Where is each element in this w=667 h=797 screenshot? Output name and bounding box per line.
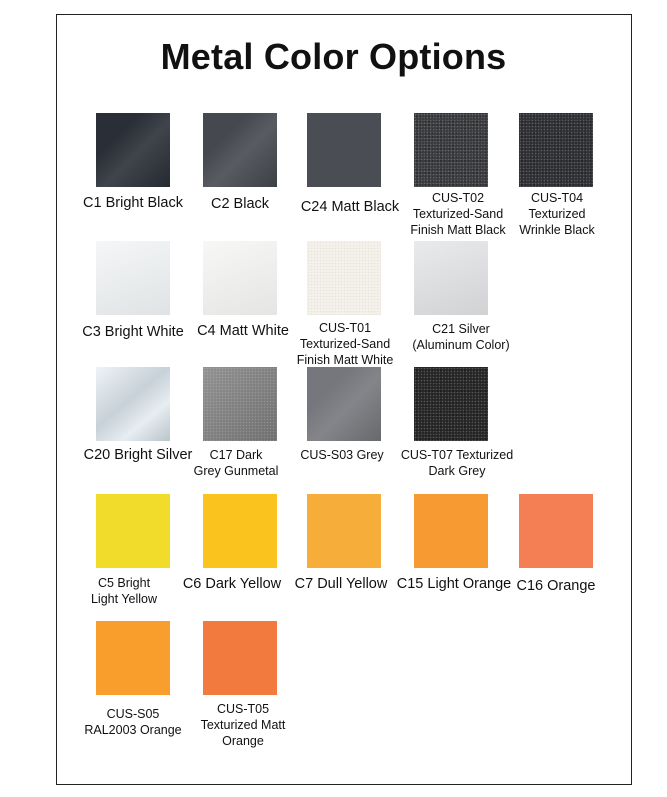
label-c16-orange: C16 Orange [516, 578, 596, 594]
swatch-c6-dark-yellow [203, 494, 277, 568]
swatch-c17-dark-grey-gunmetal [203, 367, 277, 441]
swatch-cus-t04 [519, 113, 593, 187]
swatch-c5-bright-light-yellow [96, 494, 170, 568]
swatch-c16-orange [519, 494, 593, 568]
label-c6-dark-yellow: C6 Dark Yellow [182, 576, 282, 592]
swatch-cus-t01 [307, 241, 381, 315]
label-c5-bright-light-yellow: C5 Bright Light Yellow [90, 576, 158, 606]
swatch-cus-t07 [414, 367, 488, 441]
label-c24-matt-black: C24 Matt Black [300, 199, 400, 215]
label-cus-t07: CUS-T07 Texturized Dark Grey [400, 448, 514, 478]
label-c21-silver: C21 Silver (Aluminum Color) [412, 322, 510, 352]
label-cus-s03-grey: CUS-S03 Grey [300, 448, 384, 462]
swatch-cus-t05 [203, 621, 277, 695]
label-cus-s05: CUS-S05 RAL2003 Orange [84, 707, 182, 737]
swatch-cus-t02 [414, 113, 488, 187]
page-title: Metal Color Options [160, 36, 507, 77]
label-c17-dark-grey-gunmetal: C17 Dark Grey Gunmetal [193, 448, 279, 478]
swatch-c15-light-orange [414, 494, 488, 568]
label-c4-matt-white: C4 Matt White [197, 323, 289, 339]
swatch-c2-black [203, 113, 277, 187]
swatch-c4-matt-white [203, 241, 277, 315]
label-cus-t04: CUS-T04 Texturized Wrinkle Black [519, 191, 595, 237]
swatch-c21-silver [414, 241, 488, 315]
swatch-cus-s03-grey [307, 367, 381, 441]
label-c20-bright-silver: C20 Bright Silver [83, 447, 193, 463]
label-cus-t01: CUS-T01 Texturized-Sand Finish Matt White [296, 321, 394, 367]
swatch-cus-s05 [96, 621, 170, 695]
label-cus-t02: CUS-T02 Texturized-Sand Finish Matt Black [410, 191, 506, 237]
label-cus-t05: CUS-T05 Texturized Matt Orange [200, 702, 286, 748]
swatch-c24-matt-black [307, 113, 381, 187]
swatch-c20-bright-silver [96, 367, 170, 441]
label-c15-light-orange: C15 Light Orange [396, 576, 512, 592]
swatch-c1-bright-black [96, 113, 170, 187]
label-c2-black: C2 Black [210, 196, 270, 212]
label-c3-bright-white: C3 Bright White [82, 324, 184, 340]
label-c1-bright-black: C1 Bright Black [83, 195, 183, 211]
label-c7-dull-yellow: C7 Dull Yellow [294, 576, 388, 592]
swatch-c7-dull-yellow [307, 494, 381, 568]
swatch-c3-bright-white [96, 241, 170, 315]
